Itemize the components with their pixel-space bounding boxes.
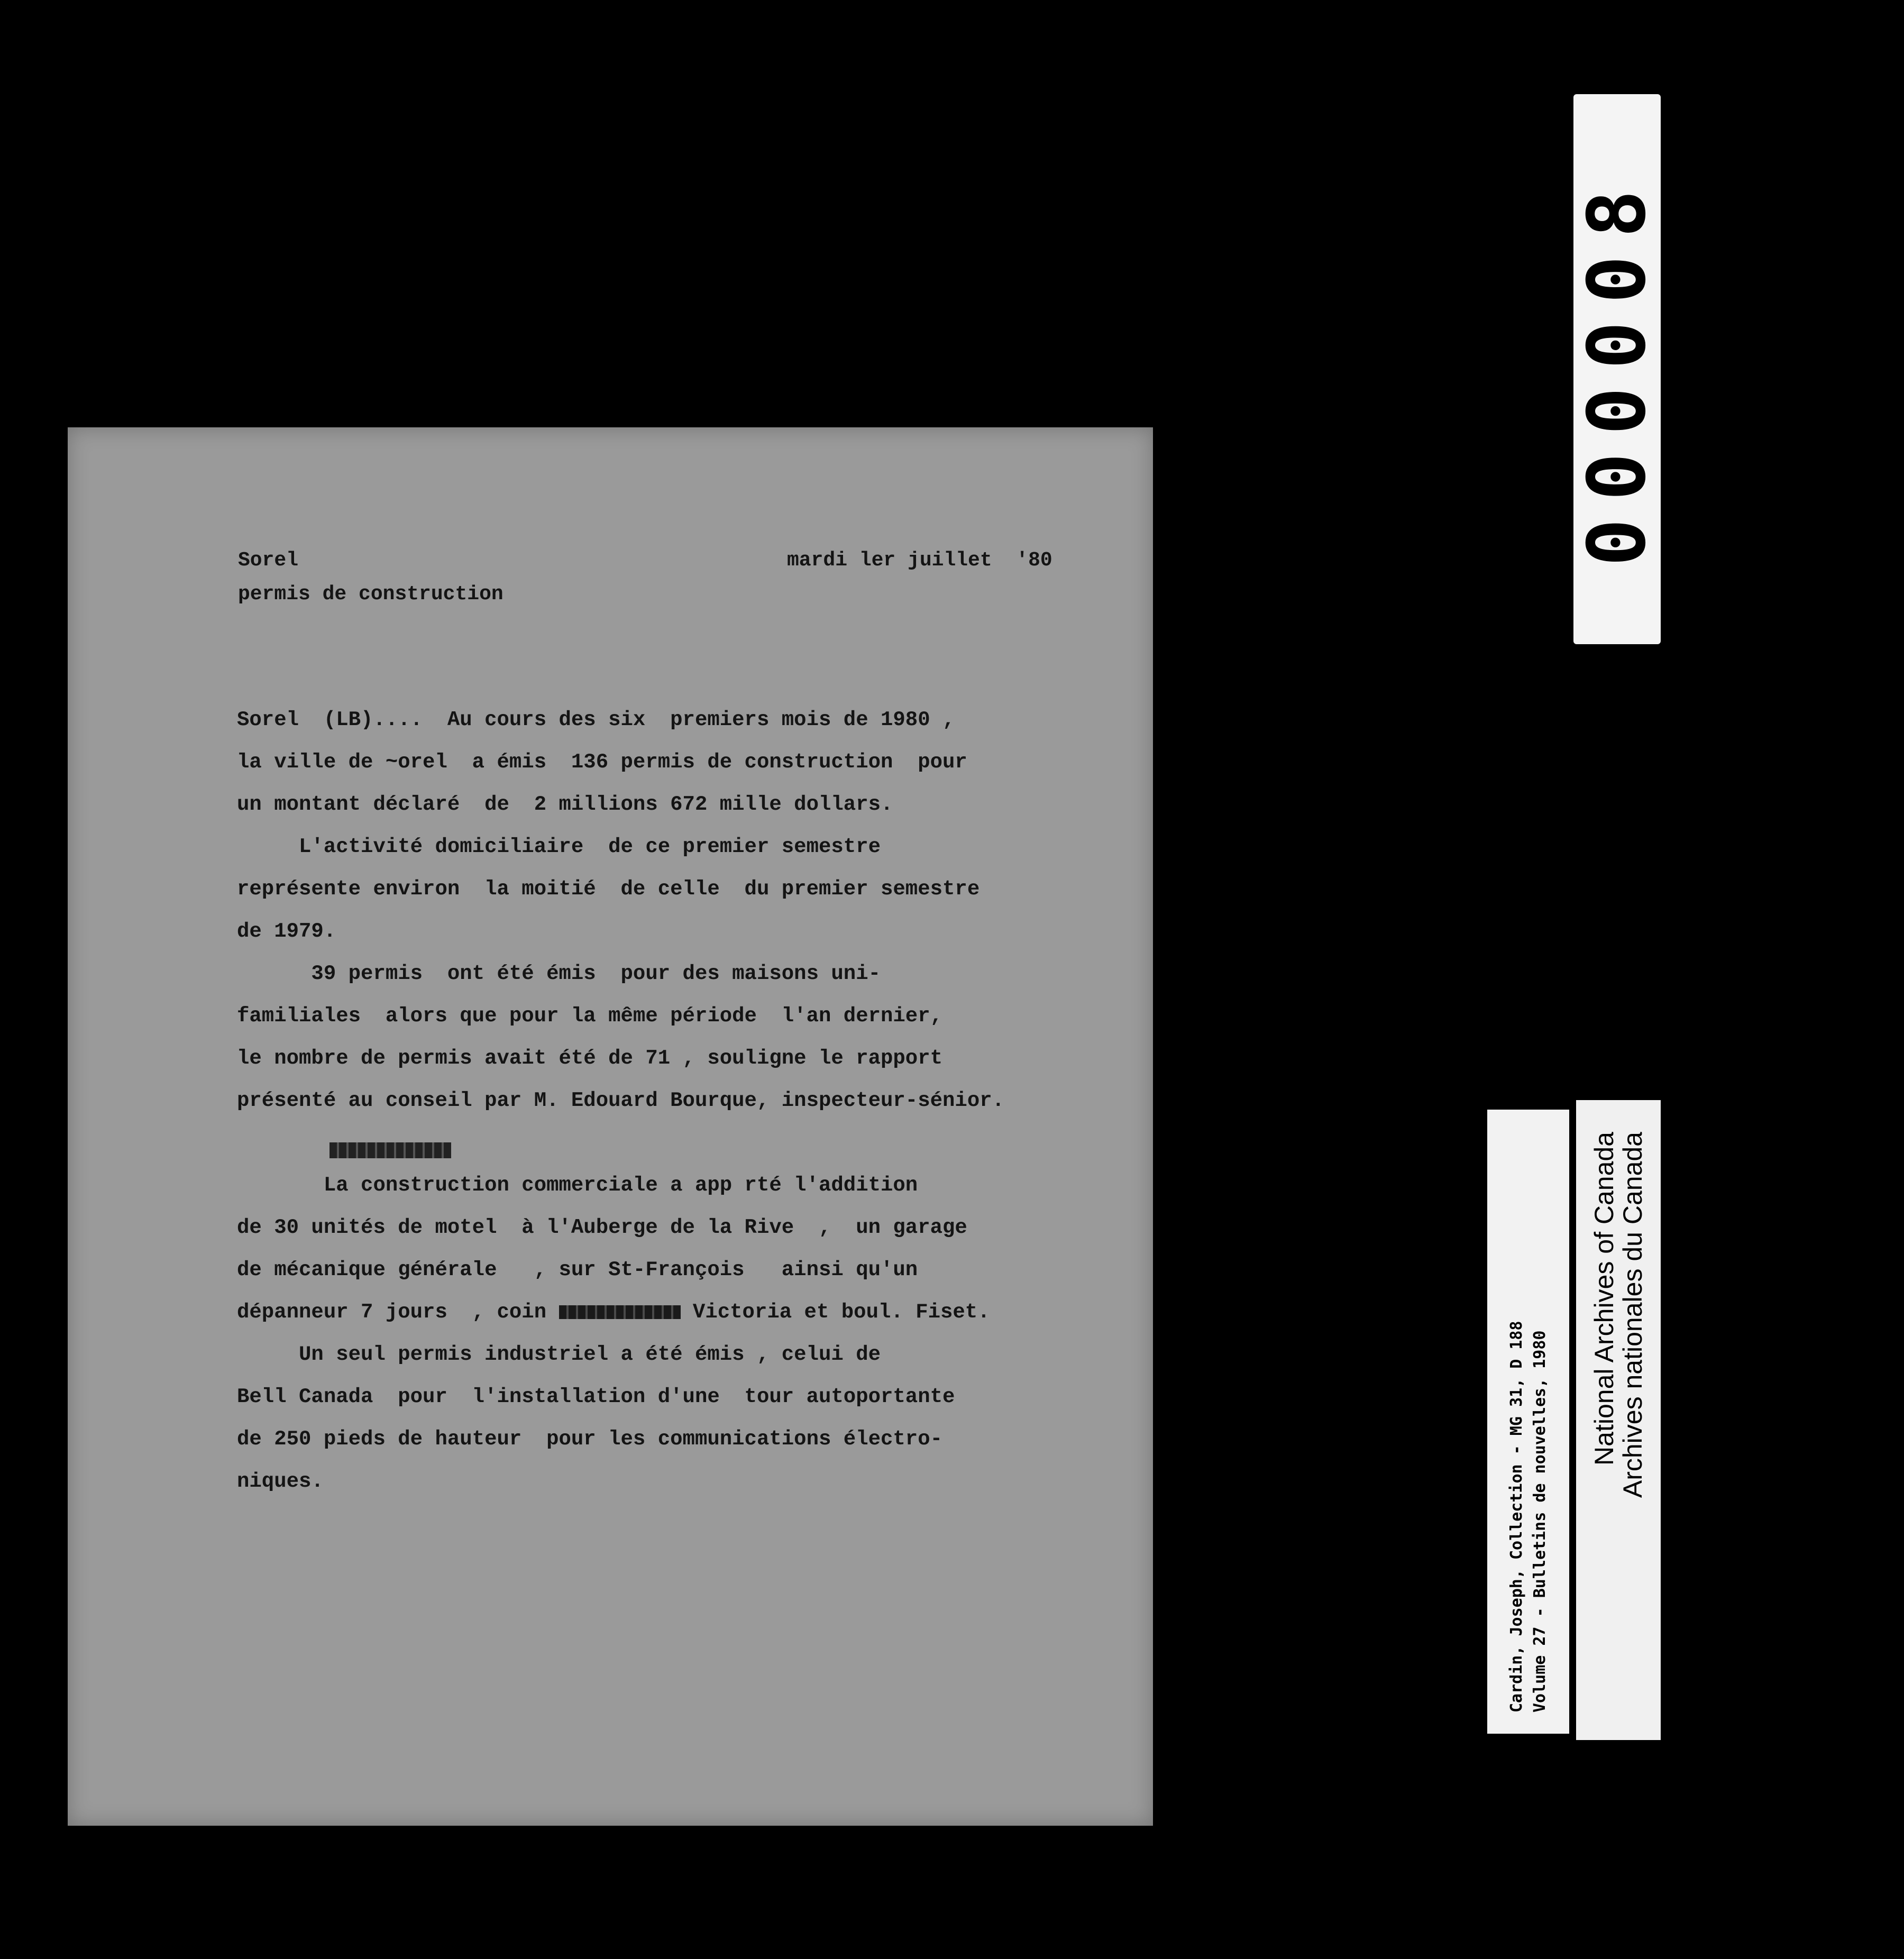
- header-date: mardi ler juillet '80: [787, 549, 1052, 572]
- body-line: de 250 pieds de hauteur pour les communications électro-: [237, 1427, 943, 1451]
- body-line: niques.: [237, 1470, 324, 1493]
- frame-number-strip: [1573, 94, 1661, 644]
- struck-out-word: [329, 1142, 451, 1158]
- body-line: de 1979.: [237, 920, 336, 943]
- body-line: L'activité domiciliaire de ce premier semestre: [237, 835, 881, 858]
- body-line: la ville de ~orel a émis 136 permis de construction pour: [237, 750, 967, 774]
- body-line: Bell Canada pour l'installation d'une tour autoportante: [237, 1385, 955, 1408]
- collection-label-line1: Cardin, Joseph, Collection - MG 31, D 188: [1507, 1321, 1526, 1713]
- frame-number: 000008: [1571, 172, 1663, 566]
- typed-document-page: [68, 427, 1153, 1826]
- body-line-start: dépanneur 7 jours , coin: [237, 1301, 547, 1324]
- collection-label: [1487, 1110, 1569, 1734]
- body-line: Sorel (LB).... Au cours des six premiers mois de 1980 ,: [237, 708, 955, 731]
- document-header-left: [238, 544, 504, 611]
- archives-label: [1576, 1100, 1661, 1740]
- body-line: [237, 1299, 990, 1325]
- body-line: le nombre de permis avait été de 71 , souligne le rapport: [237, 1047, 943, 1070]
- body-line-end: Victoria et boul. Fiset.: [680, 1301, 990, 1324]
- body-line: de mécanique générale , sur St-François ainsi qu'un: [237, 1258, 918, 1281]
- body-line: présenté au conseil par M. Edouard Bourque, inspecteur-sénior.: [237, 1089, 1005, 1112]
- body-line: de 30 unités de motel à l'Auberge de la Rive , un garage: [237, 1216, 967, 1239]
- collection-label-line2: Volume 27 - Bulletins de nouvelles, 1980: [1530, 1330, 1549, 1713]
- body-line: représente environ la moitié de celle du premier semestre: [237, 877, 980, 901]
- archives-label-english: National Archives of Canada: [1589, 1132, 1619, 1466]
- header-location: Sorel: [238, 549, 299, 572]
- body-line: un montant déclaré de 2 millions 672 mille dollars.: [237, 793, 893, 816]
- body-line: La construction commerciale a app rté l'addition: [237, 1174, 918, 1197]
- struck-out-word: [559, 1305, 681, 1319]
- archives-label-french: Archives nationales du Canada: [1618, 1132, 1647, 1498]
- body-line: familiales alors que pour la même période l'an dernier,: [237, 1004, 943, 1028]
- body-line: Un seul permis industriel a été émis , celui de: [237, 1343, 881, 1366]
- header-subject: permis de construction: [238, 583, 504, 606]
- body-line: 39 permis ont été émis pour des maisons uni-: [237, 962, 881, 985]
